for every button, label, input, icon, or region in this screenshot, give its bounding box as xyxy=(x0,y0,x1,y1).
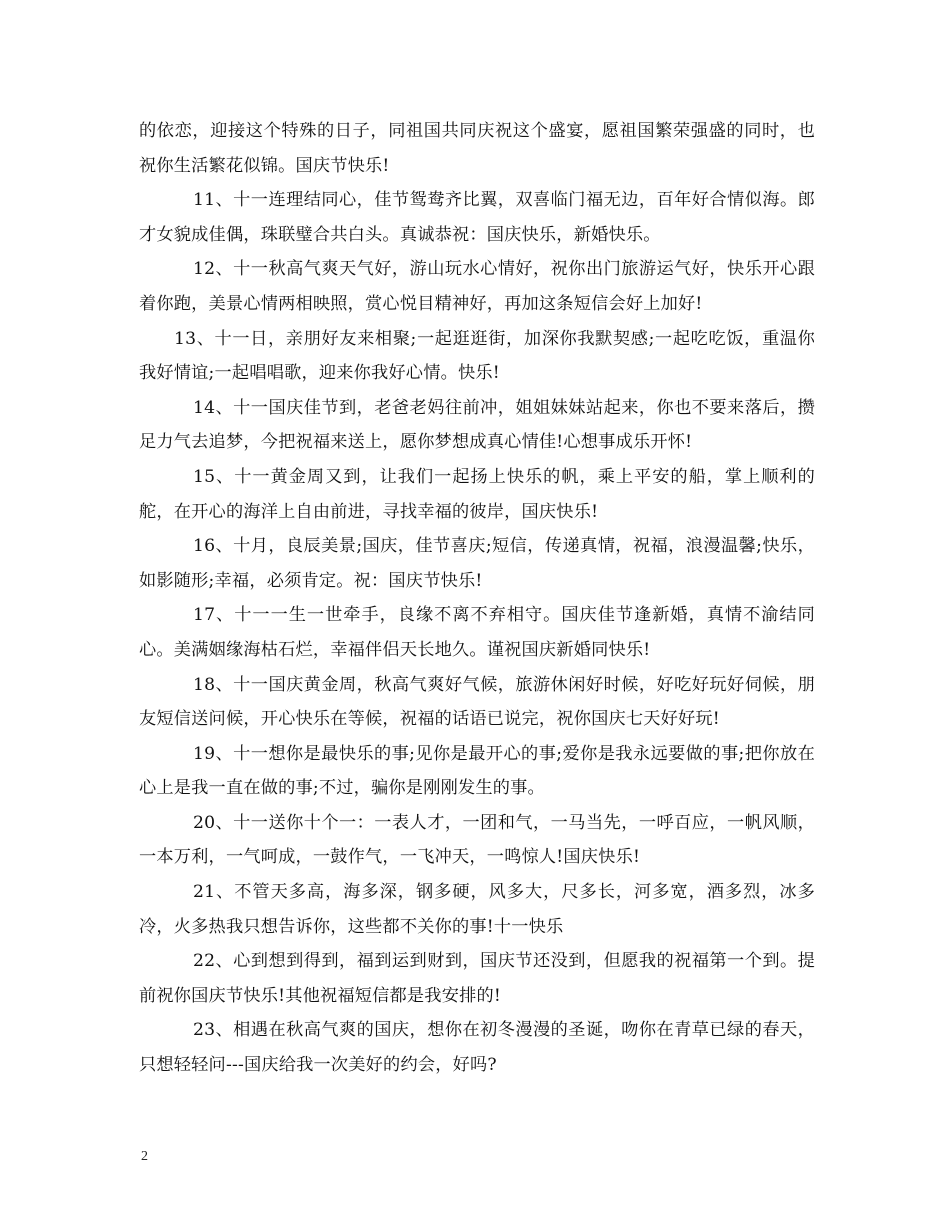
paragraph-22: 22、心到想到得到，福到运到财到，国庆节还没到，但愿我的祝福第一个到。提前祝你国庆节快乐!其他祝福短信都是我安排的! xyxy=(139,951,815,1006)
paragraph-16: 16、十月，良辰美景;国庆，佳节喜庆;短信，传递真情，祝福，浪漫温馨;快乐，如影随形;幸福，必须肯定。祝：国庆节快乐! xyxy=(139,536,815,591)
paragraph-12: 12、十一秋高气爽天气好，游山玩水心情好，祝你出门旅游运气好，快乐开心跟着你跑，美景心情两相映照，赏心悦目精神好，再加这条短信会好上加好! xyxy=(139,259,815,314)
paragraph-20: 20、十一送你十个一：一表人才，一团和气，一马当先，一呼百应，一帆风顺，一本万利，一气呵成，一鼓作气，一飞冲天，一鸣惊人!国庆快乐! xyxy=(139,812,815,868)
paragraph-17: 17、十一一生一世牵手，良缘不离不弃相守。国庆佳节逢新婚，真情不渝结同心。美满姻缘海枯石烂，幸福伴侣天长地久。谨祝国庆新婚同快乐! xyxy=(139,605,815,660)
paragraph-23: 23、相遇在秋高气爽的国庆，想你在初冬漫漫的圣诞，吻你在青草已绿的春天，只想轻轻问---国庆给我一次美好的约会，好吗? xyxy=(139,1020,815,1076)
paragraph-13: 13、十一日，亲朋好友来相聚;一起逛逛街，加深你我默契感;一起吃吃饭，重温你我好情谊;一起唱唱歌，迎来你我好心情。快乐! xyxy=(139,328,815,384)
paragraph-18: 18、十一国庆黄金周，秋高气爽好气候，旅游休闲好时候，好吃好玩好伺候，朋友短信送问候，开心快乐在等候，祝福的话语已说完，祝你国庆七天好好玩! xyxy=(139,674,815,730)
document-body xyxy=(139,114,815,1083)
paragraph-14: 14、十一国庆佳节到，老爸老妈往前冲，姐姐妹妹站起来，你也不要来落后，攒足力气去追梦，今把祝福来送上，愿你梦想成真心情佳!心想事成乐开怀! xyxy=(139,397,815,453)
paragraph-21: 21、不管天多高，海多深，钢多硬，风多大，尺多长，河多宽，酒多烈，冰多冷，火多热我只想告诉你，这些都不关你的事!十一快乐 xyxy=(139,882,815,937)
paragraph-19: 19、十一想你是最快乐的事;见你是最开心的事;爱你是我永远要做的事;把你放在心上是我一直在做的事;不过，骗你是刚刚发生的事。 xyxy=(139,743,815,799)
page-number: 2 xyxy=(141,1149,148,1164)
paragraph-15: 15、十一黄金周又到，让我们一起扬上快乐的帆，乘上平安的船，掌上顺利的舵，在开心的海洋上自由前进，寻找幸福的彼岸，国庆快乐! xyxy=(139,466,815,522)
paragraph-11: 11、十一连理结同心，佳节鸳鸯齐比翼，双喜临门福无边，百年好合情似海。郎才女貌成佳偶，珠联璧合共白头。真诚恭祝：国庆快乐，新婚快乐。 xyxy=(139,190,815,245)
paragraph-continuation: 的依恋，迎接这个特殊的日子，同祖国共同庆祝这个盛宴，愿祖国繁荣强盛的同时，也祝你生活繁花似锦。国庆节快乐! xyxy=(139,121,815,176)
